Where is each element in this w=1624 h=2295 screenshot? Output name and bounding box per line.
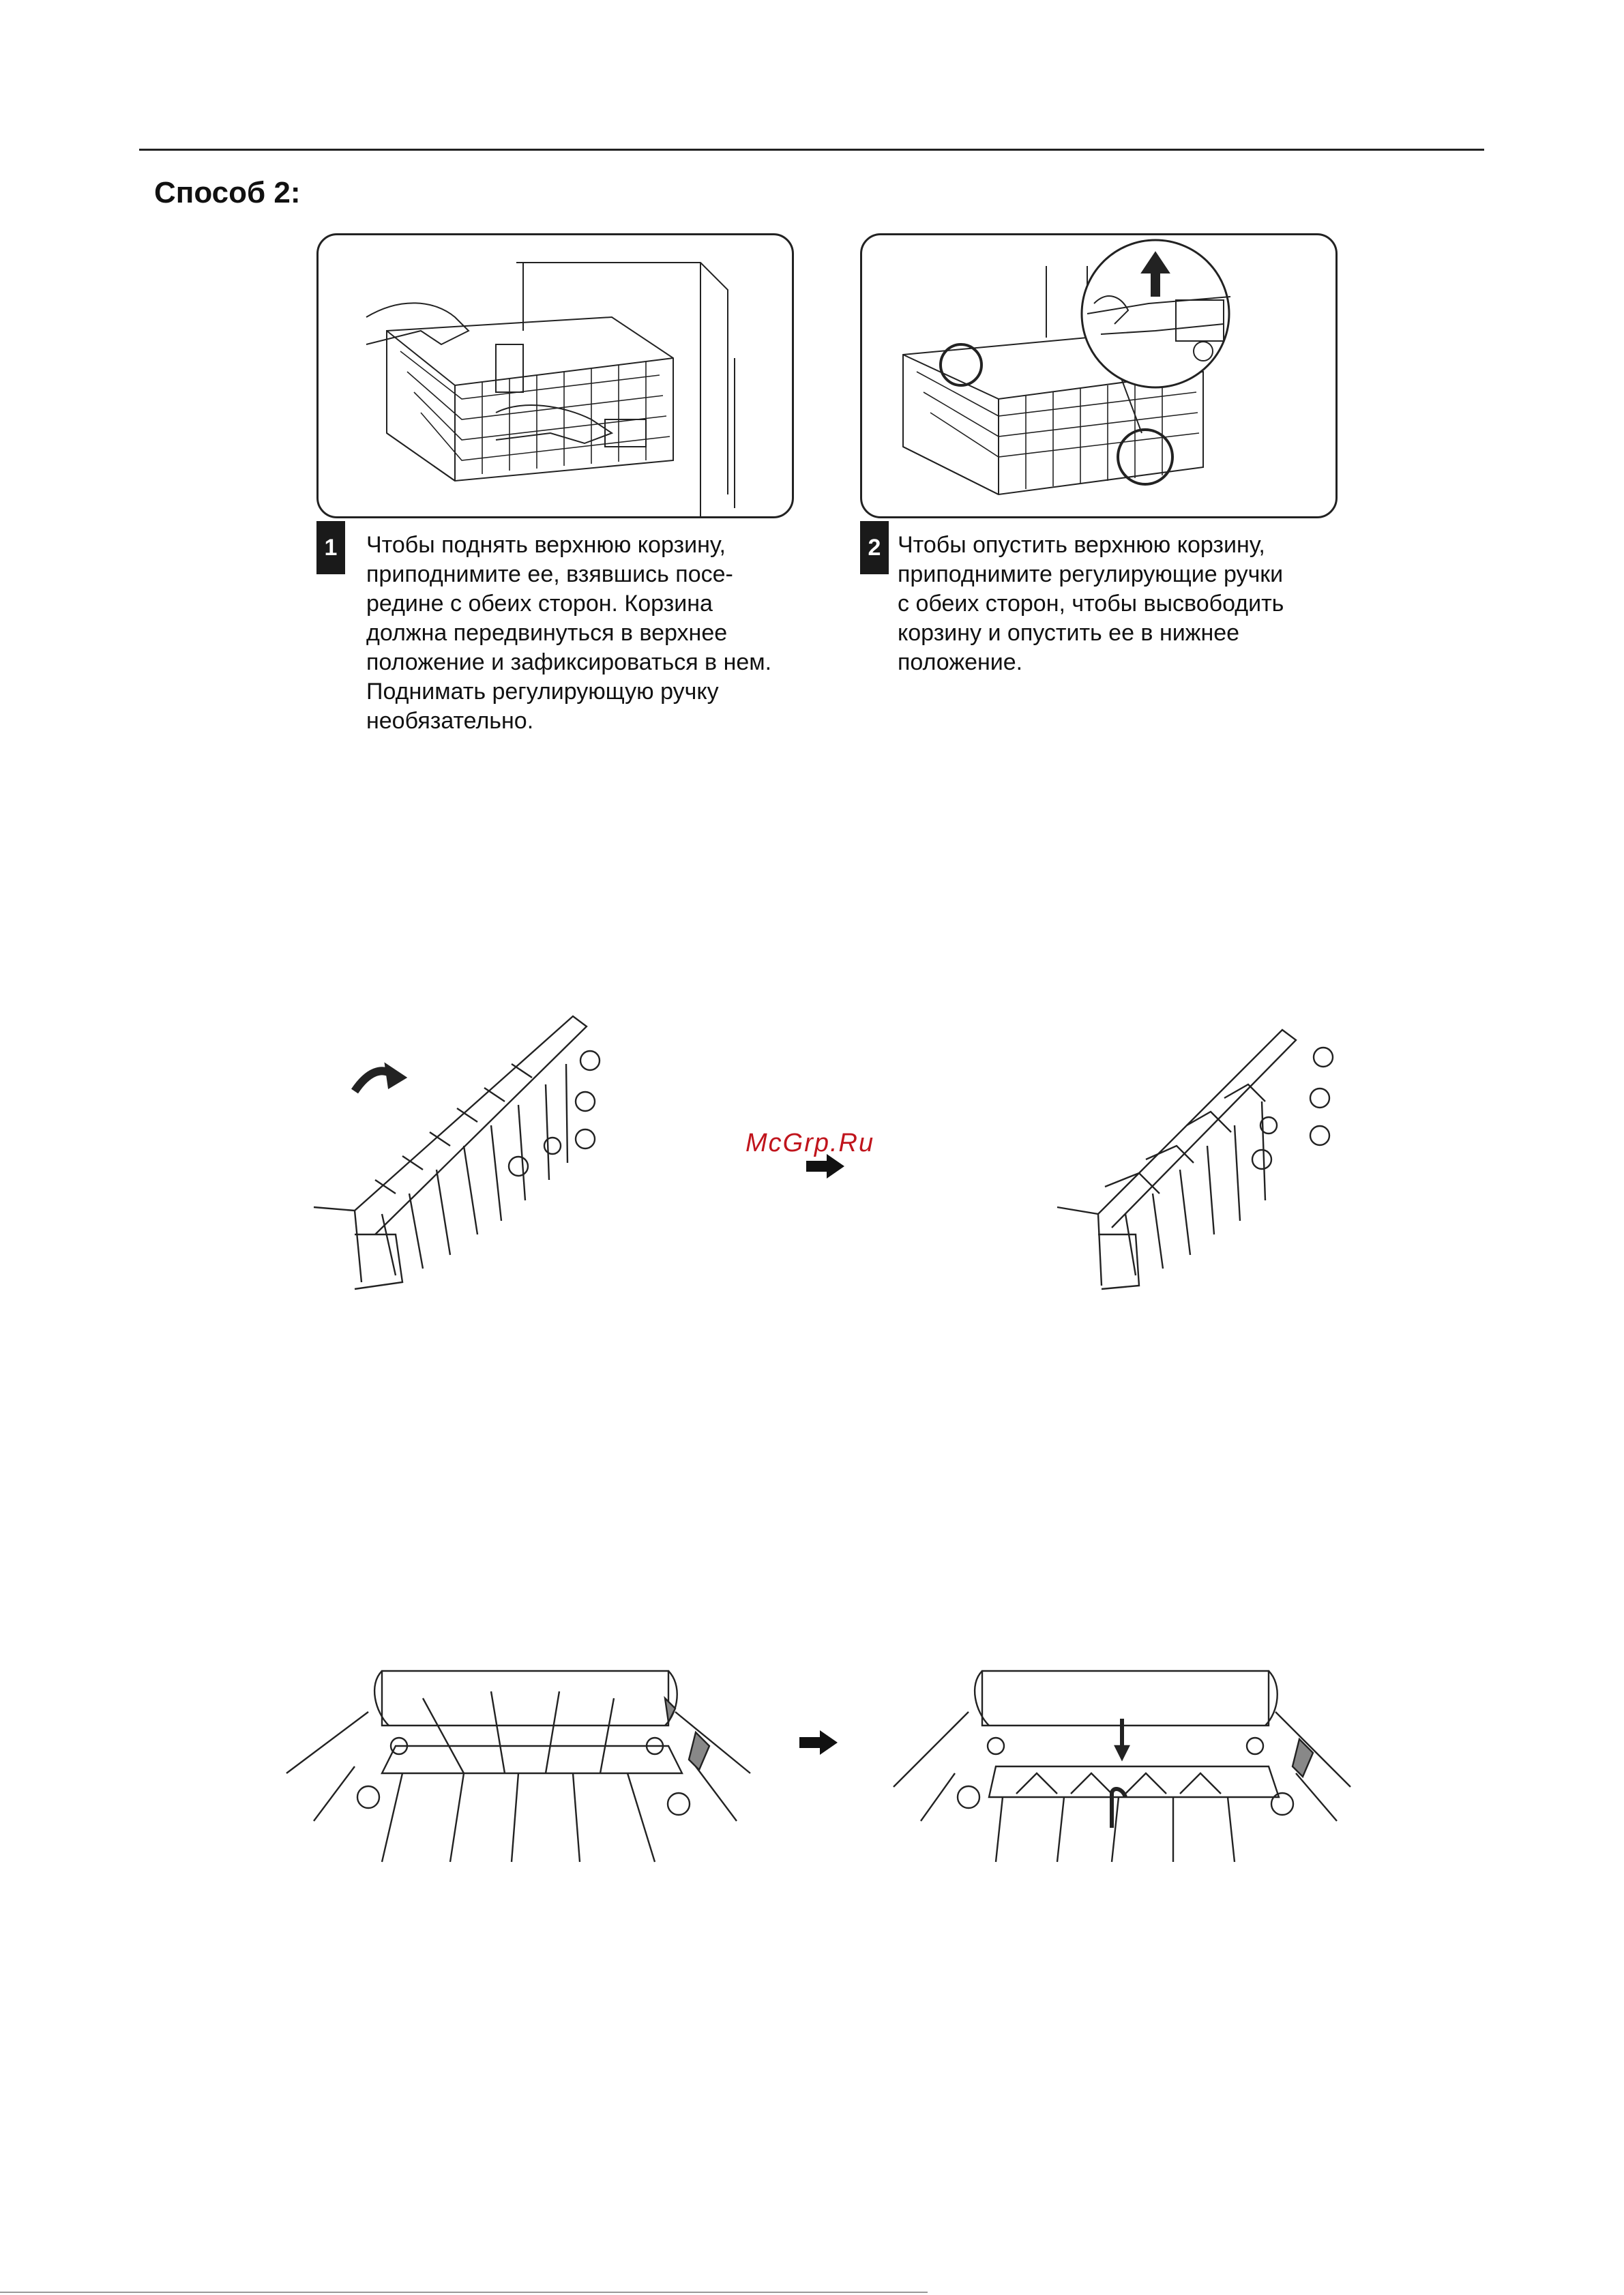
rack-front-view-before (286, 1657, 750, 1876)
right-arrow-icon (805, 1153, 846, 1180)
step-1-number-badge: 1 (316, 521, 345, 574)
rack-side-view-raised (314, 1009, 614, 1309)
rack-front-view-after (894, 1657, 1357, 1876)
step-1-illustration-panel (316, 233, 794, 518)
step-2-illustration-panel (860, 233, 1338, 518)
right-arrow-icon-2 (798, 1729, 839, 1756)
watermark: McGrp.Ru (745, 1129, 875, 1157)
top-rule (139, 149, 1484, 151)
bottom-rule (0, 2292, 928, 2293)
step-2-number-badge: 2 (860, 521, 889, 574)
adjuster-handle-zoom-illustration (862, 235, 1338, 518)
step-2-text: Чтобы опустить верхнюю корзину, приподнимите регулирующие ручки с обеих сторон, чтобы высвободить корзину и опустить ее в нижнее положение. (898, 532, 1284, 675)
section-heading: Способ 2: (154, 176, 301, 209)
step-1-text: Чтобы поднять верхнюю корзину, приподнимите ее, взявшись посе- редине с обеих сторон. Корзина должна передвинуться в верхнее положение и зафиксироваться в нем. Поднимать регулирующую ручку необязательно. (366, 532, 772, 734)
hands-lifting-rack-illustration (319, 235, 794, 518)
rack-side-view-lowered (1057, 1016, 1344, 1303)
